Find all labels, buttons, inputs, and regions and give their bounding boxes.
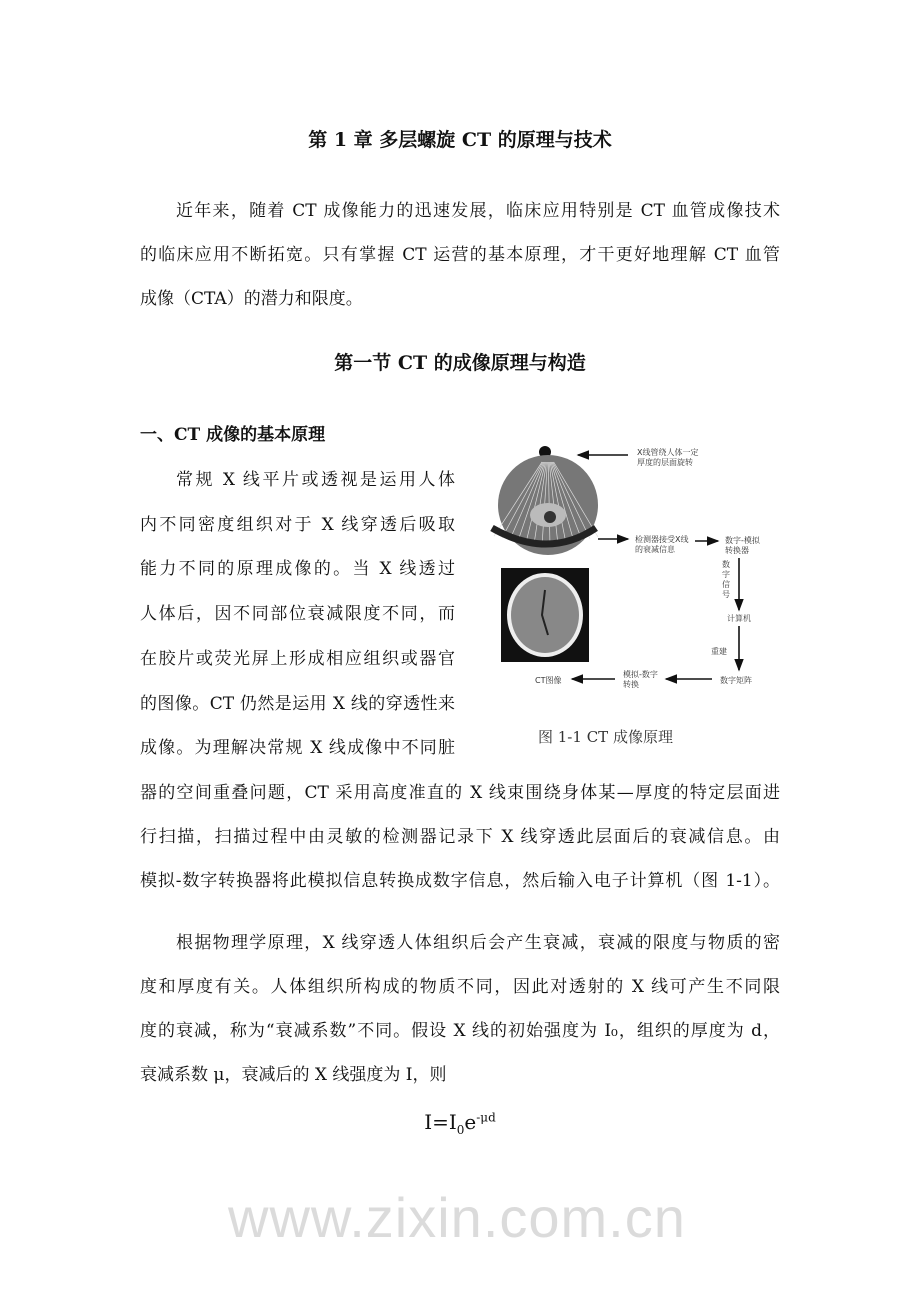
body-line: 模拟-数字转换器将此模拟信息转换成数字信息，然后输入电子计算机（图 1-1）。: [140, 871, 780, 891]
body-line: 度和厚度有关。人体组织所构成的物质不同，因此对透射的 X 线可产生不同限: [140, 977, 780, 997]
section-title: 第一节 CT 的成像原理与构造: [334, 352, 586, 374]
label-computer: 计算机: [727, 614, 751, 623]
watermark: www.zixin.com.cn: [228, 1186, 686, 1249]
label-tube: X线管绕人体一定 厚度的层面旋转: [637, 448, 699, 467]
figure-caption: 图 1-1 CT 成像原理: [538, 728, 673, 746]
label-detector: 检测器接受X线 的衰减信息: [635, 535, 689, 554]
body-line: 根据物理学原理，X 线穿透人体组织后会产生衰减，衰减的限度与物质的密: [176, 933, 780, 953]
formula-sup: -μd: [476, 1110, 496, 1125]
body-line: 能力不同的原理成像的。当 X 线透过: [140, 559, 455, 580]
body-line: 的图像。CT 仍然是运用 X 线的穿透性来: [140, 693, 455, 714]
label-ct-image: CT图像: [535, 676, 562, 685]
label-da-converter: 数字-模拟 转换器: [725, 536, 760, 555]
body-line: 度的衰减，称为“衰减系数”不同。假设 X 线的初始强度为 I₀，组织的厚度为 d，: [140, 1021, 780, 1041]
body-line: 人体后，因不同部位衰减限度不同，而: [140, 604, 455, 625]
body-line: 器的空间重叠问题，CT 采用高度准直的 X 线束围绕身体某—厚度的特定层面进: [140, 783, 780, 803]
formula-e: e: [464, 1110, 477, 1134]
body-line: 成像。为理解决常规 X 线成像中不同脏: [140, 738, 455, 759]
figure-ct-principle: [480, 440, 800, 746]
formula-sub: 0: [456, 1123, 465, 1137]
label-digital-signal: 数 字 信 号: [722, 560, 730, 599]
formula: [0, 1110, 920, 1137]
label-ad-converter: 模拟-数字 转换: [623, 670, 658, 689]
body-line: 常规 X 线平片或透视是运用人体: [176, 470, 455, 490]
formula-base: I=I: [424, 1110, 457, 1134]
label-matrix: 数字矩阵: [720, 676, 752, 685]
intro-line: 近年来，随着 CT 成像能力的迅速发展，临床应用特别是 CT 血管成像技术: [176, 201, 780, 221]
body-line: 衰减系数 μ，衰减后的 X 线强度为 I，则: [140, 1065, 447, 1085]
body-line: 内不同密度组织对于 X 线穿透后吸取: [140, 514, 455, 535]
subheading: 一、CT 成像的基本原理: [140, 425, 326, 445]
body-line: 行扫描，扫描过程中由灵敏的检测器记录下 X 线穿透此层面后的衰减信息。由: [140, 827, 780, 847]
intro-line: 成像（CTA）的潜力和限度。: [140, 289, 363, 309]
intro-line: 的临床应用不断拓宽。只有掌握 CT 运营的基本原理，才干更好地理解 CT 血管: [140, 245, 780, 265]
label-rebuild: 重建: [711, 647, 727, 656]
body-line: 在胶片或荧光屏上形成相应组织或器官: [140, 648, 455, 669]
chapter-title: 第 1 章 多层螺旋 CT 的原理与技术: [308, 129, 612, 151]
ct-diagram: [480, 440, 800, 735]
